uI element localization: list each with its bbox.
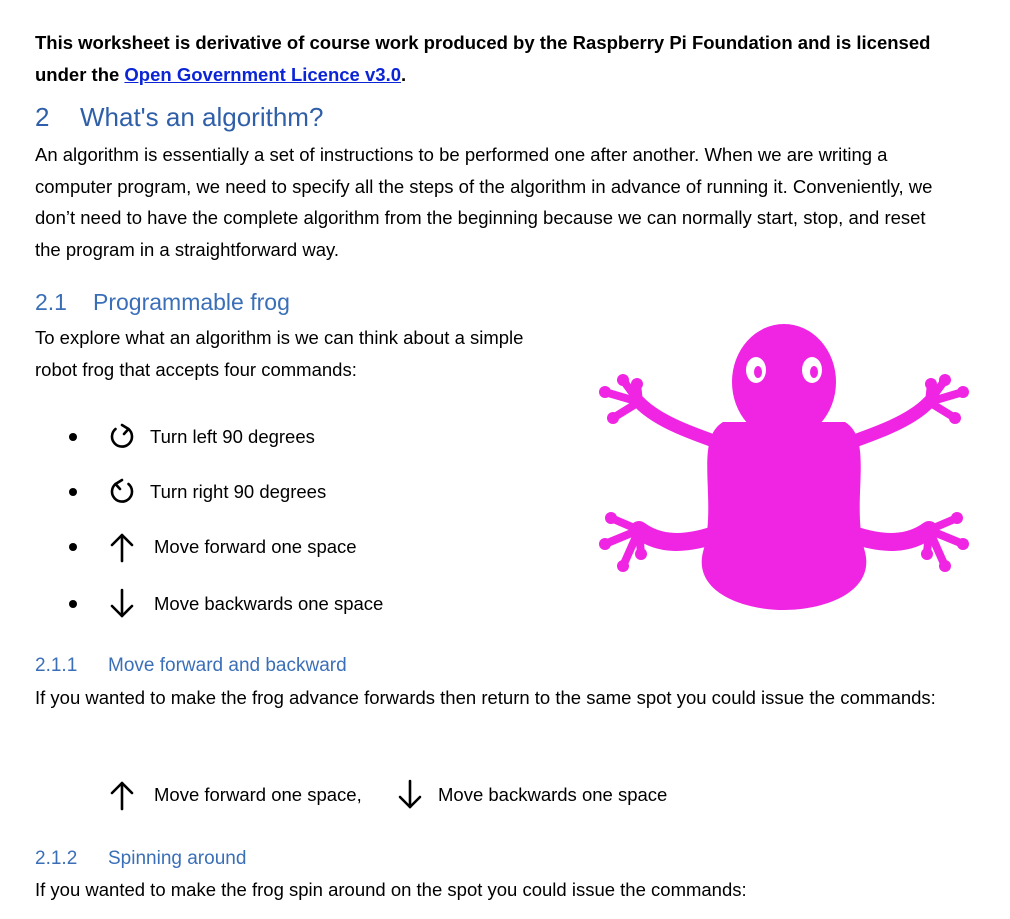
forward-backward-paragraph: If you wanted to make the frog advance forwards then return to the same spot you could issue the commands:: [35, 687, 936, 708]
arrow-down-icon: [395, 778, 425, 812]
section-2-heading: [35, 100, 323, 134]
licence-text: This worksheet is derivative of course work produced by the Raspberry Pi Foundation and is licensed under the: [35, 32, 931, 85]
section-title: Move forward and backward: [108, 655, 347, 676]
frog-intro-paragraph: To explore what an algorithm is we can think about a simple robot frog that accepts four commands:: [35, 327, 524, 380]
spinning-paragraph: If you wanted to make the frog spin around on the spot you could issue the commands:: [35, 879, 747, 900]
section-2-1-1-heading: [35, 653, 347, 679]
command-label: Move forward one space: [154, 536, 357, 557]
licence-notice: [35, 27, 955, 90]
command-label: Move backwards one space: [154, 593, 384, 614]
licence-link[interactable]: Open Government Licence v3.0: [124, 63, 401, 85]
arrow-down-icon: [107, 587, 137, 621]
turn-right-icon: [107, 475, 137, 509]
section-number: 2.1: [35, 289, 67, 315]
arrow-up-icon: [107, 530, 137, 564]
algorithm-paragraph: An algorithm is essentially a set of instructions to be performed one after another. When we are writing a computer program, we need to specify all the steps of the algorithm in advance of running it. Conveniently, we don’t need to have the complete algorithm from the beginning because we can normally start, stop, and reset the program in a straightforward way.: [35, 144, 933, 260]
sequence-step-1: Move forward one space,: [154, 784, 362, 805]
section-number: 2.1.1: [35, 655, 78, 676]
command-label: Turn right 90 degrees: [150, 481, 327, 502]
turn-left-icon: [107, 420, 137, 454]
sequence-step-2: Move backwards one space: [438, 784, 668, 805]
command-label: Turn left 90 degrees: [150, 426, 315, 447]
section-2-1-2-heading: [35, 846, 246, 872]
section-2-1-heading: [35, 286, 290, 318]
section-title: Spinning around: [108, 848, 247, 869]
section-number: 2: [35, 102, 50, 132]
section-number: 2.1.2: [35, 848, 78, 869]
frog-illustration: [583, 322, 985, 618]
bullet: [69, 488, 77, 496]
section-title: What's an algorithm?: [80, 102, 324, 132]
bullet: [69, 600, 77, 608]
bullet: [69, 433, 77, 441]
bullet: [69, 543, 77, 551]
arrow-up-icon: [107, 778, 137, 812]
section-title: Programmable frog: [93, 289, 290, 315]
licence-text-end: .: [401, 63, 407, 85]
